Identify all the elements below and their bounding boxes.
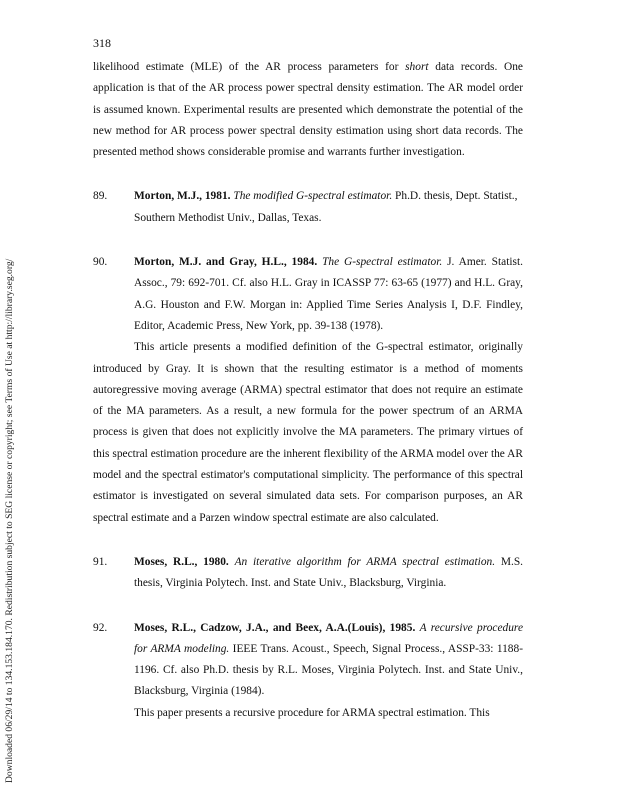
entry-number: 91. <box>93 555 108 568</box>
entry-number: 92. <box>93 621 108 634</box>
reference-entry-90 <box>93 252 523 337</box>
intro-paragraph: likelihood estimate (MLE) of the AR process parameters for short data records. One application is that of the AR process power spectral density estimation. The AR model order is assumed known. Experimental results are presented which demonstrate the potential of the new method for AR process power spectral density estimation using short data records. The presented method shows considerable promise and warrants further investigation. <box>93 61 523 159</box>
entry-details: J. Amer. Statist. Assoc., 79: 692-701. Cf. also H.L. Gray in ICASSP 77: 63-65 (1977) and H.L. Gray, A.G. Houston and F.W. Morgan in: Applied Time Series Analysis I, D.F. Findley, Editor, Academic Press, New York, pp. 39-138 (1978). <box>134 256 523 332</box>
entry-number: 89. <box>93 190 108 203</box>
page-body <box>93 57 523 724</box>
abstract-text: This paper presents a recursive procedure for ARMA spectral estimation. This <box>134 706 490 719</box>
abstract-90 <box>93 337 523 529</box>
entry-title: An iterative algorithm for ARMA spectral estimation. <box>234 555 496 568</box>
abstract-92 <box>93 703 523 724</box>
entry-details: IEEE Trans. Acoust., Speech, Signal Process., ASSP-33: 1188-1196. Cf. also Ph.D. thesis by R.L. Moses, Virginia Polytech. Inst. and State Univ., Blacksburg, Virginia (1984). <box>134 642 523 698</box>
entry-title: The modified G-spectral estimator. <box>233 190 393 203</box>
emphasis-short: short <box>405 61 429 73</box>
reference-entry-91 <box>93 552 523 595</box>
abstract-text: This article presents a modified definition of the G-spectral estimator, originally introduced by Gray. It is shown that the resulting estimator is a method of moments autoregressive moving average (ARMA) spectral estimator that does not require an estimate of the MA parameters. As a result, a new formula for the power spectrum of an ARMA process is given that does not explicitly involve the MA parameters. The primary virtues of this spectral estimation procedure are the inherent flexibility of the ARMA model over the AR model and the spectral estimator's computational simplicity. The performance of this spectral estimator is investigated on several simulated data sets. For comparison purposes, an AR spectral estimate and a Parzen window spectral estimate are also calculated. <box>93 341 523 524</box>
entry-title: A recursive procedure for ARMA modeling. <box>134 621 523 655</box>
download-watermark: Downloaded 06/29/14 to 134.153.184.170. Redistribution subject to SEG license or copyright; see Terms of Use at http://library.seg.org/ <box>4 258 15 783</box>
reference-entry-89 <box>93 186 523 229</box>
entry-authors: Morton, M.J. and Gray, H.L., 1984. <box>134 256 318 269</box>
entry-details: Ph.D. thesis, Dept. Statist., Southern Methodist Univ., Dallas, Texas. <box>134 190 518 224</box>
entry-authors: Morton, M.J., 1981. <box>134 190 231 203</box>
entry-authors: Moses, R.L., Cadzow, J.A., and Beex, A.A.(Louis), 1985. <box>134 621 416 634</box>
entry-title: The G-spectral estimator. <box>322 256 443 269</box>
reference-entry-92 <box>93 618 523 703</box>
page-number: 318 <box>93 36 111 50</box>
entry-authors: Moses, R.L., 1980. <box>134 555 229 568</box>
entry-details: M.S. thesis, Virginia Polytech. Inst. and State Univ., Blacksburg, Virginia. <box>134 555 524 590</box>
entry-number: 90. <box>93 256 108 269</box>
